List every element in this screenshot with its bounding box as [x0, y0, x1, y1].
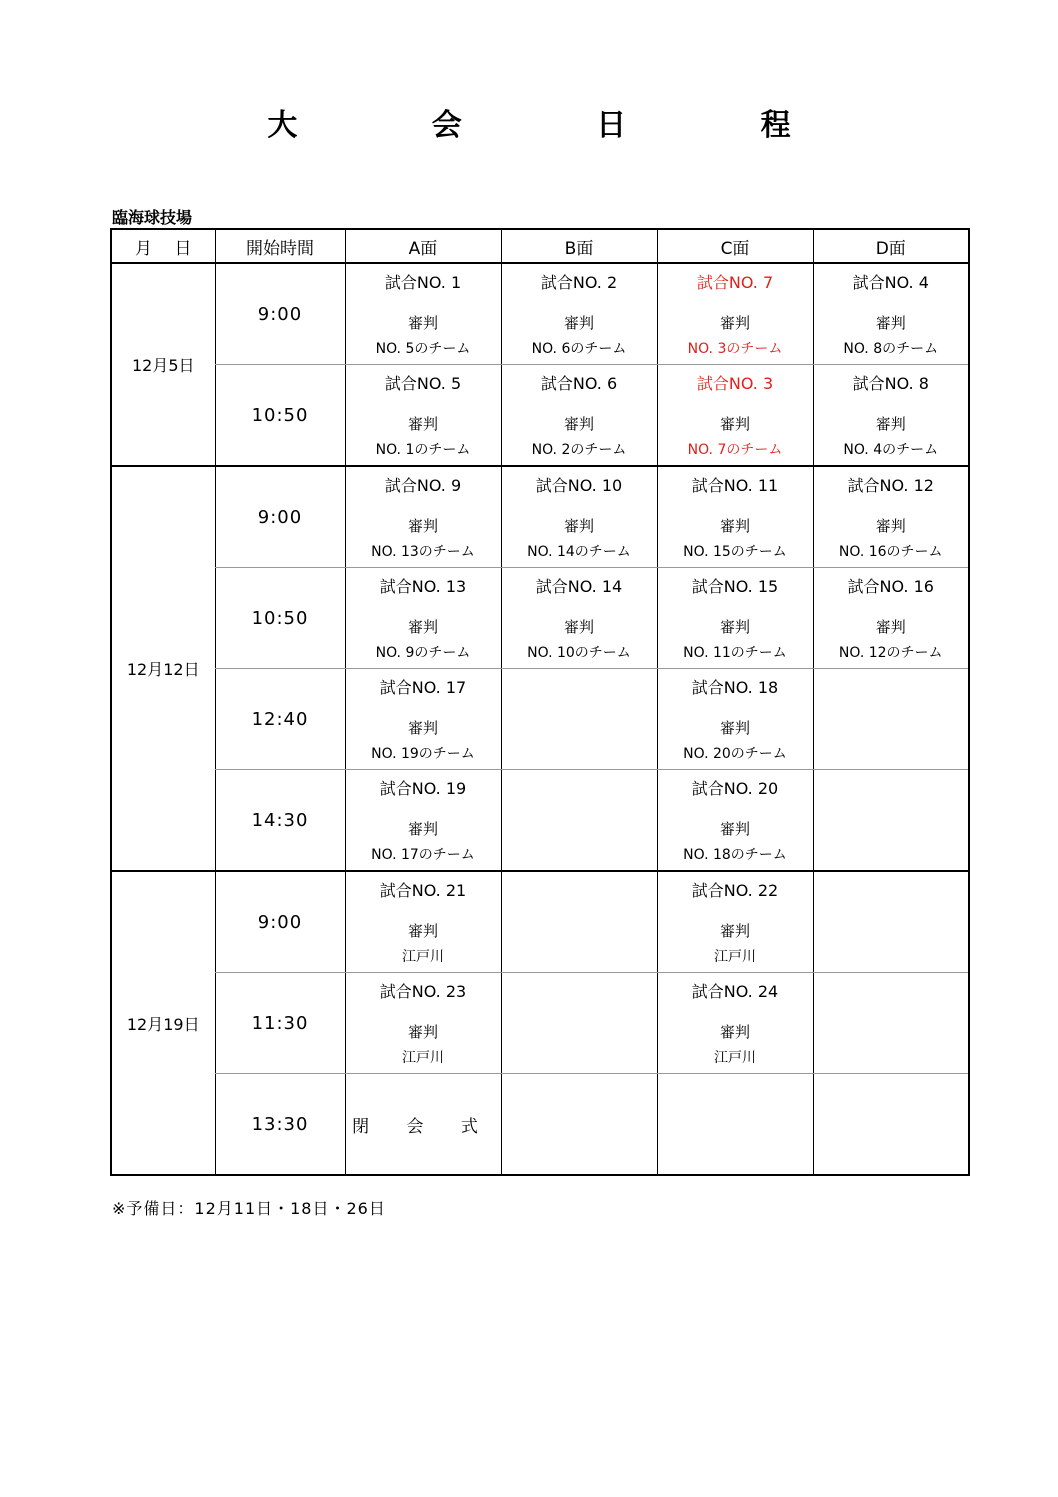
schedule-row: [111, 263, 969, 365]
match-number: 試合NO. 13: [379, 577, 467, 596]
schedule-row: [111, 669, 969, 770]
match-slot: [346, 973, 501, 1073]
referee-team: NO. 9のチーム: [375, 645, 471, 661]
schedule-row: [111, 466, 969, 568]
match-number: 試合NO. 15: [691, 577, 779, 596]
page-title: 大 会 日 程: [267, 108, 853, 143]
match-number: 試合NO. 3: [696, 374, 774, 393]
court-c-cell: [657, 770, 813, 872]
court-c-cell: [657, 669, 813, 770]
court-b-cell: [501, 871, 657, 973]
referee-team: NO. 10のチーム: [527, 645, 631, 661]
court-a-cell: [345, 263, 501, 365]
match-slot: [658, 669, 813, 769]
referee-label: 審判: [563, 618, 594, 636]
match-number: 試合NO. 24: [691, 982, 779, 1001]
referee-label: 審判: [407, 618, 438, 636]
referee-team: NO. 3のチーム: [687, 341, 783, 357]
court-c-cell: [657, 263, 813, 365]
court-d-cell: [813, 871, 969, 973]
start-time-cell: 14:30: [215, 770, 345, 872]
date-cell: 12月19日: [111, 871, 215, 1175]
match-slot: [346, 770, 501, 870]
match-number: 試合NO. 6: [540, 374, 618, 393]
match-number: 試合NO. 22: [691, 881, 779, 900]
match-slot: [346, 568, 501, 668]
referee-label: 審判: [875, 415, 906, 433]
court-d-cell: [813, 568, 969, 669]
start-time-cell: 9:00: [215, 871, 345, 973]
start-time-cell: 9:00: [215, 466, 345, 568]
court-a-cell: [345, 770, 501, 872]
match-slot: [814, 467, 969, 567]
referee-label: 審判: [407, 820, 438, 838]
match-slot: [502, 568, 657, 668]
match-slot: [658, 872, 813, 972]
match-number: 試合NO. 11: [691, 476, 779, 495]
match-slot: [658, 973, 813, 1073]
match-slot: [658, 264, 813, 364]
referee-label: 審判: [719, 517, 750, 535]
court-d-cell: [813, 466, 969, 568]
header-court-a: A面: [345, 229, 501, 263]
date-cell: 12月5日: [111, 263, 215, 466]
court-b-cell: [501, 263, 657, 365]
header-court-d: D面: [813, 229, 969, 263]
referee-team: NO. 6のチーム: [531, 341, 627, 357]
match-number: 試合NO. 16: [847, 577, 934, 596]
court-d-cell: [813, 263, 969, 365]
match-slot: [658, 568, 813, 668]
match-slot: [502, 264, 657, 364]
court-b-cell: [501, 669, 657, 770]
match-number: 試合NO. 4: [852, 273, 929, 292]
referee-label: 審判: [407, 314, 438, 332]
match-slot: [658, 365, 813, 465]
referee-team: NO. 20のチーム: [683, 746, 787, 762]
court-a-cell: [345, 568, 501, 669]
schedule-row: [111, 770, 969, 872]
referee-label: 審判: [719, 618, 750, 636]
court-c-cell: [657, 871, 813, 973]
match-number: 試合NO. 9: [384, 476, 462, 495]
referee-team: NO. 16のチーム: [838, 544, 943, 560]
start-time-cell: 11:30: [215, 973, 345, 1074]
match-slot: [346, 467, 501, 567]
referee-label: 審判: [563, 314, 594, 332]
header-date: 月 日: [111, 229, 215, 263]
referee-team: NO. 17のチーム: [371, 847, 475, 863]
schedule-row: [111, 871, 969, 973]
referee-label: 審判: [407, 719, 438, 737]
court-b-cell: [501, 973, 657, 1074]
match-slot: [502, 365, 657, 465]
court-c-cell: [657, 973, 813, 1074]
match-slot: [814, 568, 969, 668]
referee-team: 江戸川: [714, 949, 756, 965]
header-court-b: B面: [501, 229, 657, 263]
match-number: 試合NO. 8: [852, 374, 929, 393]
referee-label: 審判: [875, 618, 906, 636]
referee-label: 審判: [719, 415, 750, 433]
match-slot: [658, 467, 813, 567]
court-a-cell: [345, 1074, 501, 1176]
court-d-cell: [813, 1074, 969, 1176]
referee-team: NO. 11のチーム: [683, 645, 787, 661]
referee-label: 審判: [407, 517, 438, 535]
match-slot: [658, 770, 813, 870]
court-c-cell: [657, 466, 813, 568]
referee-label: 審判: [719, 314, 750, 332]
referee-label: 審判: [719, 719, 750, 737]
schedule-row: [111, 365, 969, 467]
match-slot: [346, 365, 501, 465]
start-time-cell: 9:00: [215, 263, 345, 365]
referee-label: 審判: [407, 922, 438, 940]
schedule-row: [111, 973, 969, 1074]
reserve-days-note: ※予備日：12月11日・18日・26日: [112, 1199, 386, 1218]
referee-team: NO. 13のチーム: [371, 544, 475, 560]
referee-label: 審判: [407, 1023, 438, 1041]
court-c-cell: [657, 1074, 813, 1176]
referee-team: NO. 1のチーム: [375, 442, 471, 458]
match-number: 試合NO. 23: [379, 982, 467, 1001]
closing-ceremony: 閉 会 式: [352, 1116, 494, 1137]
court-b-cell: [501, 1074, 657, 1176]
match-number: 試合NO. 10: [535, 476, 623, 495]
referee-team: 江戸川: [714, 1050, 756, 1066]
match-number: 試合NO. 14: [535, 577, 623, 596]
court-a-cell: [345, 669, 501, 770]
referee-team: NO. 8のチーム: [843, 341, 939, 357]
court-c-cell: [657, 365, 813, 467]
match-number: 試合NO. 18: [691, 678, 779, 697]
court-d-cell: [813, 669, 969, 770]
referee-team: 江戸川: [402, 949, 444, 965]
court-b-cell: [501, 365, 657, 467]
match-number: 試合NO. 20: [691, 779, 779, 798]
start-time-cell: 13:30: [215, 1074, 345, 1176]
referee-label: 審判: [875, 314, 906, 332]
match-slot: [814, 365, 969, 465]
referee-team: NO. 14のチーム: [527, 544, 631, 560]
match-number: 試合NO. 17: [379, 678, 467, 697]
court-a-cell: [345, 973, 501, 1074]
referee-team: NO. 2のチーム: [531, 442, 627, 458]
schedule-table: [110, 228, 970, 1176]
referee-label: 審判: [563, 415, 594, 433]
match-slot: [346, 264, 501, 364]
match-slot: [502, 467, 657, 567]
referee-label: 審判: [875, 517, 906, 535]
referee-label: 審判: [719, 922, 750, 940]
court-b-cell: [501, 770, 657, 872]
court-b-cell: [501, 568, 657, 669]
match-number: 試合NO. 5: [384, 374, 462, 393]
date-cell: 12月12日: [111, 466, 215, 871]
schedule-row: [111, 568, 969, 669]
schedule-row: [111, 1074, 969, 1176]
court-d-cell: [813, 973, 969, 1074]
referee-team: NO. 4のチーム: [843, 442, 939, 458]
referee-team: NO. 12のチーム: [838, 645, 943, 661]
match-slot: [346, 872, 501, 972]
match-number: 試合NO. 12: [847, 476, 934, 495]
referee-label: 審判: [563, 517, 594, 535]
start-time-cell: 12:40: [215, 669, 345, 770]
header-start-time: 開始時間: [215, 229, 345, 263]
venue-label: 臨海球技場: [112, 208, 193, 227]
referee-team: NO. 19のチーム: [371, 746, 475, 762]
referee-label: 審判: [407, 415, 438, 433]
match-number: 試合NO. 7: [696, 273, 774, 292]
start-time-cell: 10:50: [215, 365, 345, 467]
header-row: [111, 229, 969, 263]
match-number: 試合NO. 19: [379, 779, 467, 798]
match-slot: [814, 264, 969, 364]
referee-team: 江戸川: [402, 1050, 444, 1066]
referee-team: NO. 7のチーム: [687, 442, 783, 458]
court-a-cell: [345, 365, 501, 467]
court-c-cell: [657, 568, 813, 669]
schedule-body: [111, 263, 969, 1175]
match-number: 試合NO. 2: [540, 273, 618, 292]
referee-team: NO. 5のチーム: [375, 341, 471, 357]
referee-team: NO. 18のチーム: [683, 847, 787, 863]
start-time-cell: 10:50: [215, 568, 345, 669]
court-d-cell: [813, 365, 969, 467]
referee-label: 審判: [719, 1023, 750, 1041]
match-number: 試合NO. 21: [379, 881, 467, 900]
court-a-cell: [345, 466, 501, 568]
court-b-cell: [501, 466, 657, 568]
referee-team: NO. 15のチーム: [683, 544, 787, 560]
court-d-cell: [813, 770, 969, 872]
referee-label: 審判: [719, 820, 750, 838]
match-number: 試合NO. 1: [384, 273, 462, 292]
header-court-c: C面: [657, 229, 813, 263]
court-a-cell: [345, 871, 501, 973]
match-slot: [346, 669, 501, 769]
